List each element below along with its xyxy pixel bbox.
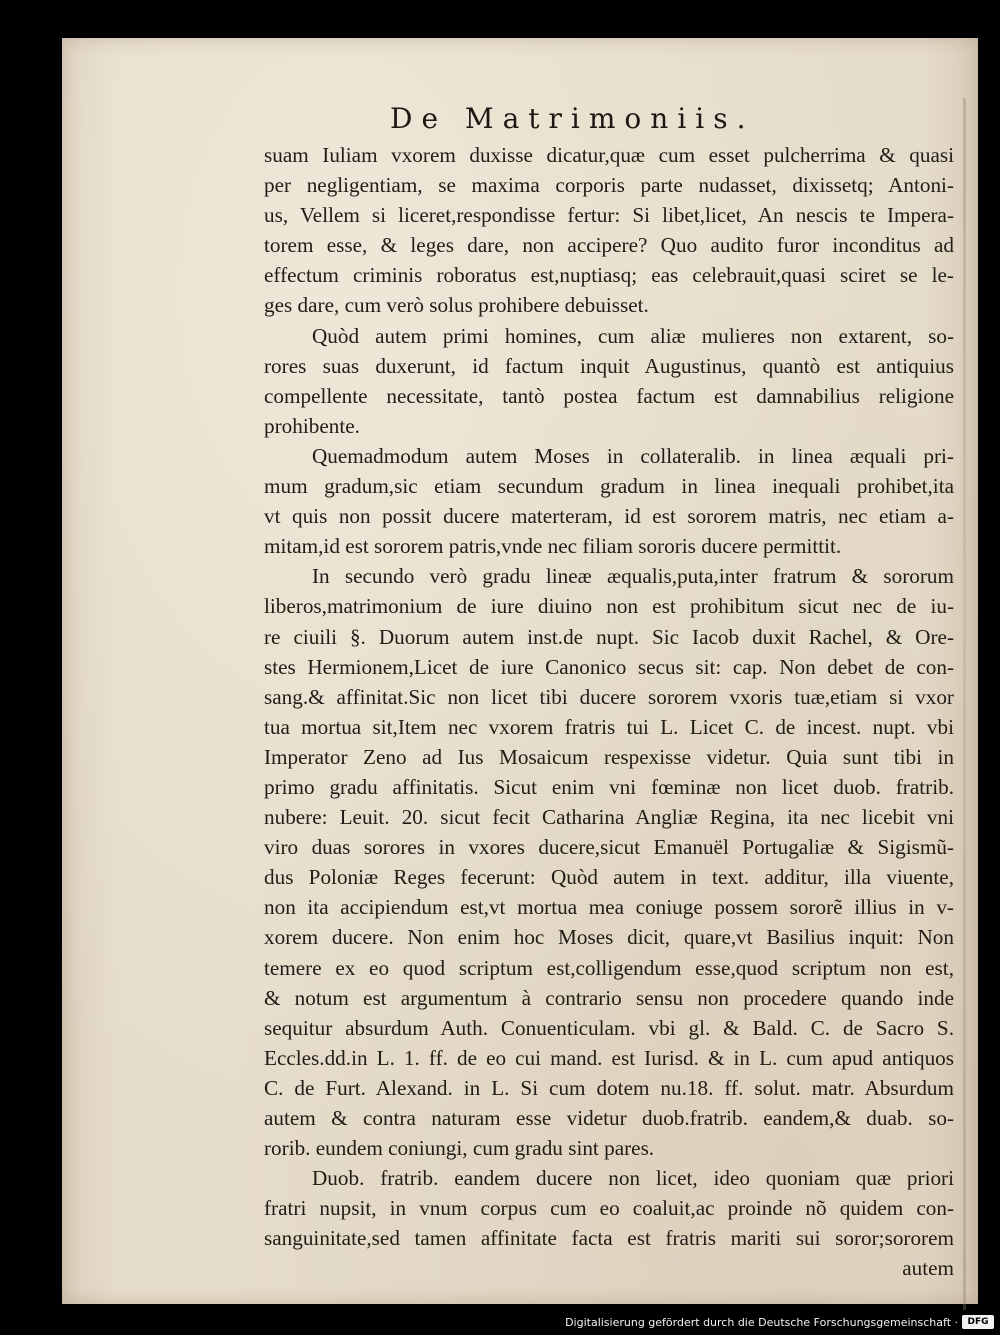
text-line: nubere: Leuit. 20. sicut fecit Catharina Angliæ Regina, ita nec licebit vni [264,805,954,830]
text-line: xorem ducere. Non enim hoc Moses dicit, quare,vt Basilius inquit: Non [264,925,954,950]
text-line: sang.& affinitat.Sic non licet tibi ducere sororem vxoris tuæ,etiam si vxor [264,684,954,709]
text-line: per negligentiam, se maxima corporis parte nudasset, dixissetq; Antoni- [264,173,954,198]
text-line: rorib. eundem coniungi, cum gradu sint pares. [264,1136,655,1161]
text-line: autem & contra naturam esse videtur duob.fratrib. eandem,& duab. so- [264,1106,954,1130]
text-line: compellente necessitate, tantò postea factum est damnabilius religione [264,383,954,408]
text-line: Eccles.dd.in L. 1. ff. de eo cui mand. est Iurisd. & in L. cum apud antiquos [264,1045,954,1070]
text-line: non ita accipiendum est,vt mortua mea coniuge possem sororẽ illius in v- [264,895,954,920]
text-line: mum gradum,sic etiam secundum gradum in linea inequali prohibet,ita [264,474,954,499]
digitization-footer [0,1310,1000,1335]
text-line: ges dare, cum verò solus prohibere debuisset. [264,293,649,318]
text-line: torem esse, & leges dare, non accipere? Quo audito furor inconditus ad [264,233,954,258]
dfg-logo: DFG [962,1315,994,1329]
text-line: C. de Furt. Alexand. in L. Si cum dotem nu.18. ff. solut. matr. Absurdum [264,1075,954,1100]
text-line: prohibente. [264,413,360,438]
running-head: De Matrimoniis. [390,102,755,135]
text-line: Quemadmodum autem Moses in collateralib. in linea æquali pri- [312,443,954,468]
text-line: dus Poloniæ Reges fecerunt: Quòd autem in text. additur, illa viuente, [264,865,954,890]
text-line: & notum est argumentum à contrario sensu non procedere quando inde [264,985,954,1010]
text-line: Duob. fratrib. eandem ducere non licet, ideo quoniam quæ priori [312,1166,954,1191]
text-line: mitam,id est sororem patris,vnde nec filiam sororis ducere permittit. [264,534,842,559]
text-line: fratri nupsit, in vnum corpus cum eo coaluit,ac proinde nõ quidem con- [264,1196,954,1221]
text-line: Quòd autem primi homines, cum aliæ mulieres non extarent, so- [312,323,954,348]
text-line: primo gradu affinitatis. Sicut enim vni fœminæ non licet duob. fratrib. [264,774,954,799]
text-line: liberos,matrimonium de iure diuino non est prohibitum sicut nec de iu- [264,594,954,619]
text-line: autem [902,1256,954,1281]
footer-credit: Digitalisierung gefördert durch die Deutsche Forschungsgemeinschaft · [565,1316,958,1329]
text-line: sanguinitate,sed tamen affinitate facta est fratris mariti sui soror;sororem [264,1226,954,1251]
text-line: temere ex eo quod scriptum est,colligendum esse,quod scriptum non est, [264,955,954,980]
text-line: stes Hermionem,Licet de iure Canonico secus sit: cap. Non debet de con- [264,654,954,679]
body-text [264,140,954,1284]
text-line: sequitur absurdum Auth. Conuenticulam. vbi gl. & Bald. C. de Sacro S. [264,1015,954,1040]
text-line: tua mortua sit,Item nec vxorem fratris tui L. Licet C. de incest. nupt. vbi [264,714,954,739]
text-line: suam Iuliam vxorem duxisse dicatur,quæ cum esset pulcherrima & quasi [264,143,954,167]
text-line: Imperator Zeno ad Ius Mosaicum respexisse videtur. Quia sunt tibi in [264,744,954,769]
page-edge-shadow [963,98,966,1318]
text-line: effectum criminis roboratus est,nuptiasq; eas celebrauit,quasi sciret se le- [264,263,954,288]
text-line: vt quis non possit ducere materteram, id est sororem matris, nec etiam a- [264,504,954,529]
text-line: rores suas duxerunt, id factum inquit Augustinus, quantò est antiquius [264,353,954,378]
text-line: re ciuili §. Duorum autem inst.de nupt. Sic Iacob duxit Rachel, & Ore- [264,624,954,649]
text-line: us, Vellem si liceret,respondisse fertur: Si libet,licet, An nescis te Impera- [264,203,954,228]
text-line: In secundo verò gradu lineæ æqualis,puta,inter fratrum & sororum [312,564,954,589]
text-line: viro duas sorores in vxores ducere,sicut Emanuël Portugaliæ & Sigismũ- [264,835,954,860]
